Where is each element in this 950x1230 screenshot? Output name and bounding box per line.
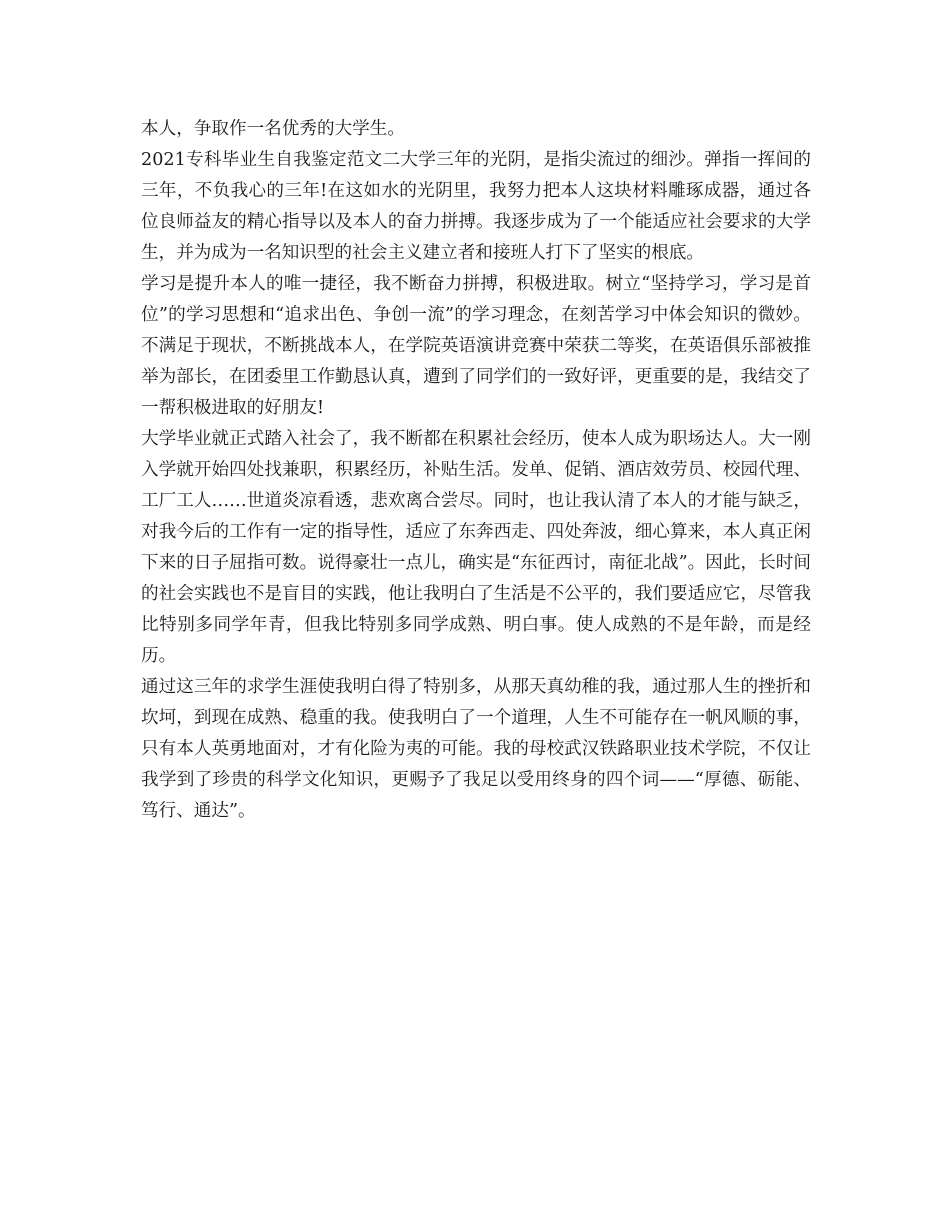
paragraph-conclusion: 通过这三年的求学生涯使我明白得了特别多，从那天真幼稚的我，通过那人生的挫折和坎坷，到现在成熟、稳重的我。使我明白了一个道理，人生不可能存在一帆风顺的事，只有本人英勇地面对，才有化险为夷的可能。我的母校武汉铁路职业技术学院，不仅让我学到了珍贵的科学文化知识，更赐予了我足以受用终身的四个词——“厚德、砺能、笃行、通达”。 [141,677,811,821]
paragraph-social-practice: 大学毕业就正式踏入社会了，我不断都在积累社会经历，使本人成为职场达人。大一刚入学就开始四处找兼职，积累经历，补贴生活。发单、促销、酒店效劳员、校园代理、工厂工人……世道炎凉看透，悲欢离合尝尽。同时，也让我认清了本人的才能与缺乏，对我今后的工作有一定的指导性，适应了东奔西走、四处奔波，细心算来，本人真正闲下来的日子屈指可数。说得豪壮一点儿，确实是“东征西讨，南征北战”。因此，长时间的社会实践也不是盲目的实践，他让我明白了生活是不公平的，我们要适应它，尽管我比特别多同学年青，但我比特别多同学成熟、明白事。使人成熟的不是年龄，而是经历。 [141,429,811,666]
paragraph-intro-fragment: 本人，争取作一名优秀的大学生。 [141,119,405,139]
paragraph-self-evaluation-opening: 2021专科毕业生自我鉴定范文二大学三年的光阴，是指尖流过的细沙。弹指一挥间的三年，不负我心的三年!在这如水的光阴里，我努力把本人这块材料雕琢成器，通过各位良师益友的精心指导以及本人的奋力拼搏。我逐步成为了一个能适应社会要求的大学生，并为成为一名知识型的社会主义建立者和接班人打下了坚实的根底。 [141,150,811,263]
document-body [141,114,811,827]
paragraph-study: 学习是提升本人的唯一捷径，我不断奋力拼搏，积极进取。树立“坚持学习，学习是首位”的学习思想和“追求出色、争创一流”的学习理念，在刻苦学习中体会知识的微妙。不满足于现状，不断挑战本人，在学院英语演讲竞赛中荣获二等奖，在英语俱乐部被推举为部长，在团委里工作勤恳认真，遭到了同学们的一致好评，更重要的是，我结交了一帮积极进取的好朋友! [141,274,811,418]
